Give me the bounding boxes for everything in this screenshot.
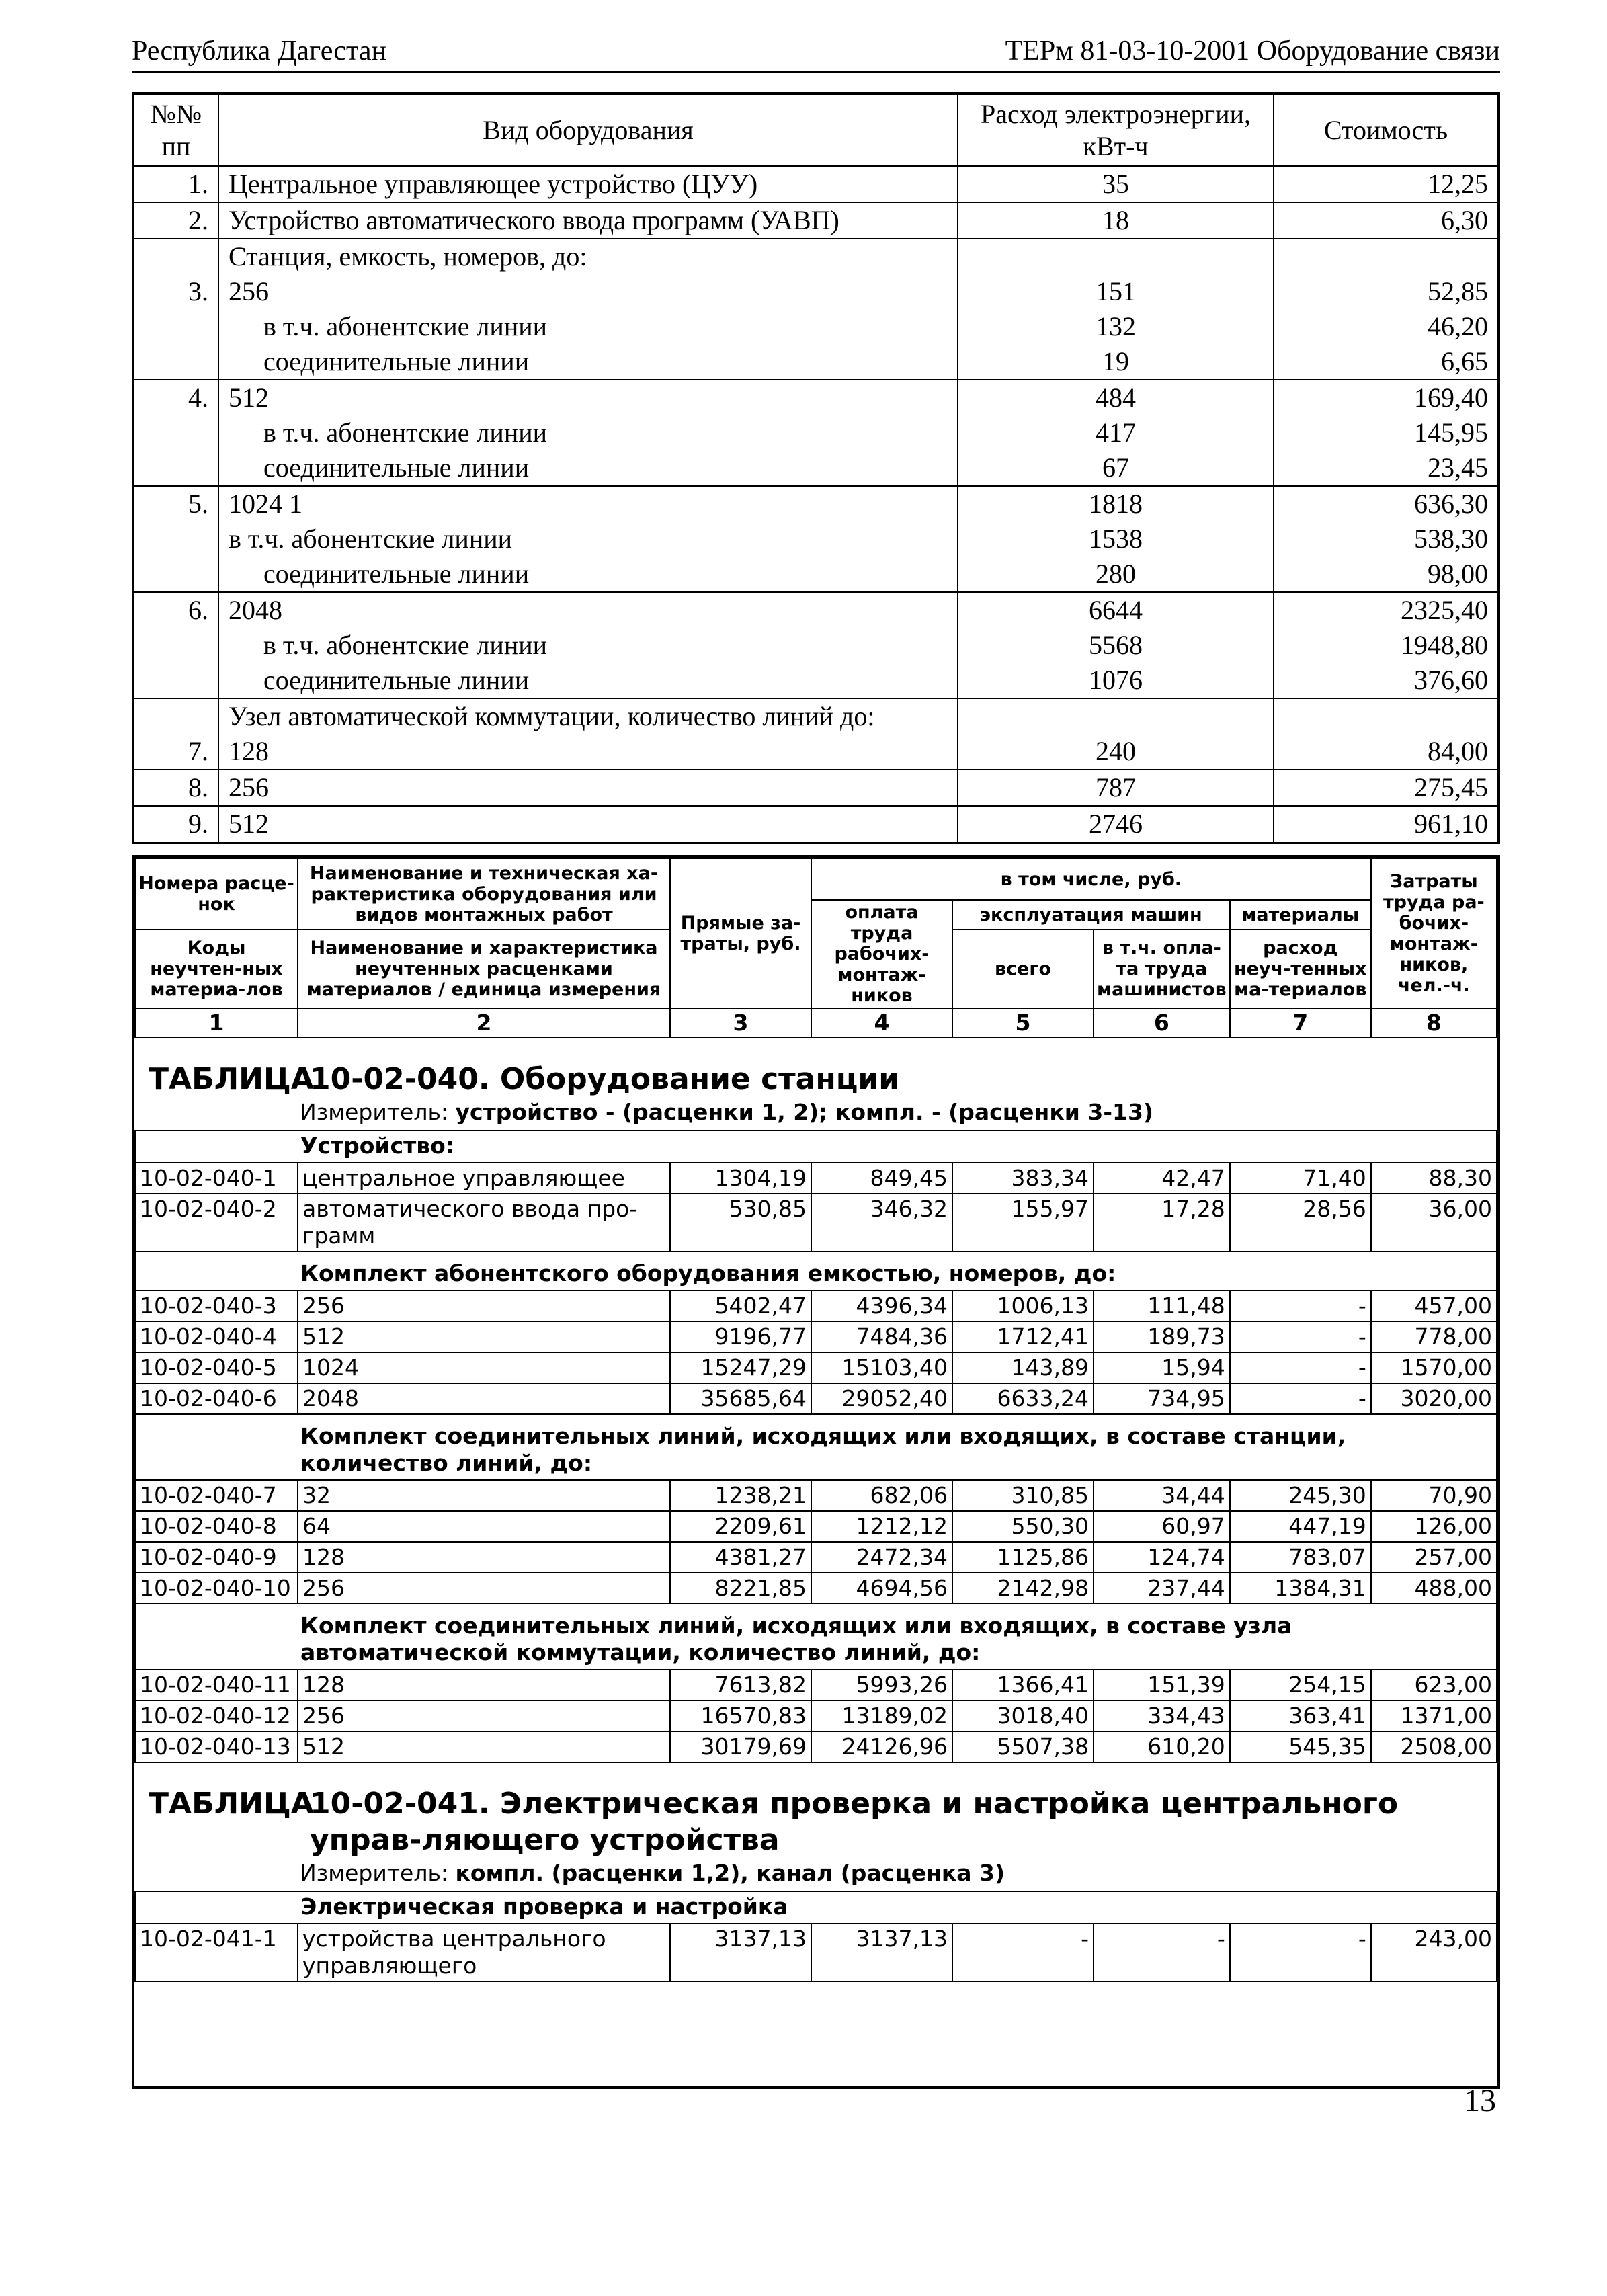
power-consumption-table [132, 92, 1500, 844]
operator-pay: 237,44 [1094, 1573, 1230, 1604]
row-power [958, 698, 1274, 770]
table-row [135, 1511, 1497, 1542]
row-number-text: 6. [188, 595, 208, 625]
row-cost [1274, 486, 1499, 592]
materials: - [1230, 1352, 1371, 1383]
header-material-codes: Коды неучтен-ных материа-лов [135, 930, 298, 1008]
direct-costs: 5402,47 [670, 1290, 811, 1321]
labor-hours: 257,00 [1371, 1542, 1497, 1573]
column-number: 3 [670, 1008, 811, 1038]
header-region: Республика Дагестан [132, 36, 387, 67]
labor-hours: 623,00 [1371, 1670, 1497, 1700]
materials: 545,35 [1230, 1731, 1371, 1762]
header-cost: Стоимость [1274, 93, 1499, 166]
header-num-line2: пп [161, 130, 191, 161]
row-cost [1274, 698, 1499, 770]
measure-label: Измеритель: [300, 1860, 449, 1886]
cost-subscriber: 538,30 [1414, 524, 1488, 554]
workers-pay: 4694,56 [811, 1573, 952, 1604]
rates-table-frame [132, 855, 1500, 2089]
power-subscriber: 132 [1096, 311, 1136, 341]
labor-hours: 2508,00 [1371, 1731, 1497, 1762]
table-row [133, 380, 1499, 486]
row-name [218, 239, 958, 380]
row-number-text: 7. [188, 736, 208, 766]
labor-hours: 1371,00 [1371, 1700, 1497, 1731]
table-row [133, 166, 1499, 202]
header-including: в том числе, руб. [811, 858, 1371, 900]
table-row [133, 486, 1499, 592]
direct-costs: 1238,21 [670, 1480, 811, 1511]
table1-header-row [133, 93, 1499, 166]
labor-hours: 457,00 [1371, 1290, 1497, 1321]
header-material-name: Наименование и характеристика неучтенных расценками материалов / единица измерения [298, 930, 670, 1008]
power-trunk: 67 [1102, 452, 1129, 483]
labor-hours: 488,00 [1371, 1573, 1497, 1604]
table-label: ТАБЛИЦА [149, 1062, 314, 1096]
cost-trunk: 23,45 [1428, 452, 1488, 483]
subscriber-lines: в т.ч. абонентские линии [263, 311, 548, 341]
spacer [1284, 239, 1488, 274]
row-cost [1274, 380, 1499, 486]
page-number: 13 [1464, 2083, 1496, 2119]
rate-code: 10-02-040-2 [135, 1194, 298, 1252]
operator-pay: 151,39 [1094, 1670, 1230, 1700]
power-trunk: 19 [1102, 346, 1129, 376]
materials: - [1230, 1321, 1371, 1352]
table-row [133, 806, 1499, 843]
header-operator-pay: в т.ч. опла-та труда машинистов [1094, 930, 1230, 1008]
header-labor-hours: Затраты труда ра-бочих-монтаж-ников, чел.-ч. [1371, 858, 1497, 1008]
workers-pay: 2472,34 [811, 1542, 952, 1573]
row-power: 787 [958, 770, 1274, 806]
machine-total: 1125,86 [952, 1542, 1094, 1573]
workers-pay: 29052,40 [811, 1383, 952, 1414]
table-row [135, 1670, 1497, 1700]
spacer [968, 699, 1264, 734]
rate-code: 10-02-040-4 [135, 1321, 298, 1352]
row-number-text: 3. [188, 276, 208, 306]
table-row [135, 1352, 1497, 1383]
rate-name: 128 [298, 1542, 670, 1573]
table-row [135, 1700, 1497, 1731]
machine-total: 1712,41 [952, 1321, 1094, 1352]
operator-pay: 17,28 [1094, 1194, 1230, 1252]
table-row [135, 1383, 1497, 1414]
labor-hours: 70,90 [1371, 1480, 1497, 1511]
machine-total: 1366,41 [952, 1670, 1094, 1700]
power-trunk: 280 [1096, 559, 1136, 589]
machine-total: 6633,24 [952, 1383, 1094, 1414]
operator-pay: 111,48 [1094, 1290, 1230, 1321]
section-node-lines: Комплект соединительных линий, исходящих или входящих, в составе узла автоматической коммутации, количество линий, до: [135, 1604, 1497, 1670]
rate-name: автоматического ввода про-грамм [298, 1194, 670, 1252]
materials: 1384,31 [1230, 1573, 1371, 1604]
rate-code: 10-02-040-10 [135, 1573, 298, 1604]
power-total: 151 [1096, 276, 1136, 306]
rate-code: 10-02-040-13 [135, 1731, 298, 1762]
rates-table [134, 858, 1497, 1982]
spacer [144, 699, 208, 734]
cost-total: 52,85 [1428, 276, 1488, 306]
table-row [135, 1163, 1497, 1194]
materials: - [1230, 1924, 1371, 1981]
operator-pay: 15,94 [1094, 1352, 1230, 1383]
header-equipment-type: Вид оборудования [218, 93, 958, 166]
table-040-title [135, 1038, 1497, 1098]
rate-code: 10-02-040-5 [135, 1352, 298, 1383]
row-cost [1274, 592, 1499, 698]
cost-trunk: 98,00 [1428, 559, 1488, 589]
row-cost [1274, 239, 1499, 380]
node-heading: Узел автоматической коммутации, количество линий до: [229, 701, 875, 731]
cost-subscriber: 1948,80 [1401, 630, 1488, 660]
row-number: 1. [133, 166, 218, 202]
table-row [135, 1573, 1497, 1604]
table-041-title [135, 1762, 1497, 1858]
rate-code: 10-02-040-11 [135, 1670, 298, 1700]
table-row [133, 202, 1499, 239]
power-total: 484 [1096, 382, 1136, 413]
operator-pay: 610,20 [1094, 1731, 1230, 1762]
power-subscriber: 5568 [1089, 630, 1143, 660]
section-row [135, 1252, 1497, 1290]
subscriber-lines: в т.ч. абонентские линии [263, 630, 548, 660]
row-power: 18 [958, 202, 1274, 239]
column-number: 4 [811, 1008, 952, 1038]
column-number: 8 [1371, 1008, 1497, 1038]
machine-total: 3018,40 [952, 1700, 1094, 1731]
capacity: 1024 1 [229, 489, 302, 519]
table-title: 10-02-041. Электрическая проверка и настройка центрального управ-ляющего устройства [310, 1787, 1399, 1857]
cost-trunk: 376,60 [1414, 665, 1488, 695]
direct-costs: 3137,13 [670, 1924, 811, 1981]
header-power-consumption [958, 93, 1274, 166]
machine-total: 143,89 [952, 1352, 1094, 1383]
cost-total: 84,00 [1428, 736, 1488, 766]
rate-code: 10-02-040-7 [135, 1480, 298, 1511]
column-number: 1 [135, 1008, 298, 1038]
table-row [135, 1480, 1497, 1511]
operator-pay: 34,44 [1094, 1480, 1230, 1511]
table-040-measure-row [135, 1098, 1497, 1131]
row-name: 512 [218, 806, 958, 843]
cost-trunk: 6,65 [1441, 346, 1488, 376]
rate-code: 10-02-040-6 [135, 1383, 298, 1414]
labor-hours: 36,00 [1371, 1194, 1497, 1252]
workers-pay: 15103,40 [811, 1352, 952, 1383]
row-name [218, 486, 958, 592]
direct-costs: 35685,64 [670, 1383, 811, 1414]
row-number-text: 5. [188, 489, 208, 519]
cost-total: 2325,40 [1401, 595, 1488, 625]
header-num [133, 93, 218, 166]
power-total: 1818 [1089, 489, 1143, 519]
row-power [958, 239, 1274, 380]
row-name [218, 592, 958, 698]
rate-name: 32 [298, 1480, 670, 1511]
row-number [133, 592, 218, 698]
direct-costs: 30179,69 [670, 1731, 811, 1762]
workers-pay: 849,45 [811, 1163, 952, 1194]
labor-hours: 88,30 [1371, 1163, 1497, 1194]
header-materials: материалы [1230, 900, 1371, 930]
row-name [218, 698, 958, 770]
table-row [135, 1731, 1497, 1762]
row-cost: 275,45 [1274, 770, 1499, 806]
header-power-line2: кВт-ч [1083, 130, 1149, 161]
header-material-consumption: расход неуч-тенных ма-териалов [1230, 930, 1371, 1008]
materials: 245,30 [1230, 1480, 1371, 1511]
column-number: 6 [1094, 1008, 1230, 1038]
header-machine-total: всего [952, 930, 1094, 1008]
row-cost: 12,25 [1274, 166, 1499, 202]
rate-code: 10-02-040-9 [135, 1542, 298, 1573]
workers-pay: 5993,26 [811, 1670, 952, 1700]
section-row [135, 1131, 1497, 1163]
cost-subscriber: 46,20 [1428, 311, 1488, 341]
workers-pay: 4396,34 [811, 1290, 952, 1321]
running-header [132, 35, 1500, 73]
operator-pay: 42,47 [1094, 1163, 1230, 1194]
header-document-code: ТЕРм 81-03-10-2001 Оборудование связи [1005, 36, 1500, 67]
column-number: 7 [1230, 1008, 1371, 1038]
table-row [135, 1924, 1497, 1981]
measure-value: компл. (расценки 1,2), канал (расценка 3) [455, 1860, 1005, 1886]
measure-label: Измеритель: [300, 1099, 449, 1125]
measure-value: устройство - (расценки 1, 2); компл. - (расценки 3-13) [455, 1099, 1154, 1125]
row-name [218, 380, 958, 486]
materials: 783,07 [1230, 1542, 1371, 1573]
cost-total: 636,30 [1414, 489, 1488, 519]
capacity: 256 [229, 276, 269, 306]
operator-pay: - [1094, 1924, 1230, 1981]
subscriber-lines: в т.ч. абонентские линии [229, 524, 513, 554]
rate-code: 10-02-040-8 [135, 1511, 298, 1542]
table-row [135, 1542, 1497, 1573]
spacer [144, 309, 208, 344]
machine-total: - [952, 1924, 1094, 1981]
table-row [135, 1194, 1497, 1252]
materials: 254,15 [1230, 1670, 1371, 1700]
materials: 363,41 [1230, 1700, 1371, 1731]
rate-name: 256 [298, 1700, 670, 1731]
row-number [133, 486, 218, 592]
trunk-lines: соединительные линии [263, 452, 530, 483]
rate-name: 512 [298, 1321, 670, 1352]
header-rate-numbers: Номера расце-нок [135, 858, 298, 930]
row-name: 256 [218, 770, 958, 806]
labor-hours: 1570,00 [1371, 1352, 1497, 1383]
rate-name: устройства центрального управляющего [298, 1924, 670, 1981]
spacer [968, 239, 1264, 274]
station-heading: Станция, емкость, номеров, до: [229, 241, 587, 272]
header-workers-pay: оплата труда рабочих-монтаж-ников [811, 900, 952, 1008]
labor-hours: 126,00 [1371, 1511, 1497, 1542]
table-row [133, 698, 1499, 770]
capacity: 2048 [229, 595, 282, 625]
row-number: 8. [133, 770, 218, 806]
section-device: Устройство: [135, 1131, 1497, 1163]
trunk-lines: соединительные линии [263, 346, 530, 376]
materials: 447,19 [1230, 1511, 1371, 1542]
workers-pay: 1212,12 [811, 1511, 952, 1542]
section-subscriber-kit: Комплект абонентского оборудования емкостью, номеров, до: [135, 1252, 1497, 1290]
machine-total: 310,85 [952, 1480, 1094, 1511]
table-row [133, 770, 1499, 806]
machine-total: 1006,13 [952, 1290, 1094, 1321]
labor-hours: 243,00 [1371, 1924, 1497, 1981]
rate-name: 256 [298, 1290, 670, 1321]
capacity: 512 [229, 382, 269, 413]
column-number: 5 [952, 1008, 1094, 1038]
header-machine-operation: эксплуатация машин [952, 900, 1230, 930]
power-total: 240 [1096, 736, 1136, 766]
table-title: 10-02-040. Оборудование станции [310, 1062, 900, 1096]
table-041-measure-row [135, 1858, 1497, 1891]
table-label: ТАБЛИЦА [149, 1787, 314, 1821]
row-name: Центральное управляющее устройство (ЦУУ) [218, 166, 958, 202]
machine-total: 5507,38 [952, 1731, 1094, 1762]
rate-name: 64 [298, 1511, 670, 1542]
row-number: 9. [133, 806, 218, 843]
rate-name: центральное управляющее [298, 1163, 670, 1194]
labor-hours: 778,00 [1371, 1321, 1497, 1352]
row-power [958, 486, 1274, 592]
table-041-measure [135, 1858, 1497, 1891]
workers-pay: 24126,96 [811, 1731, 952, 1762]
table-040-title-row [135, 1038, 1497, 1098]
machine-total: 155,97 [952, 1194, 1094, 1252]
row-name: Устройство автоматического ввода программ (УАВП) [218, 202, 958, 239]
direct-costs: 15247,29 [670, 1352, 811, 1383]
operator-pay: 734,95 [1094, 1383, 1230, 1414]
machine-total: 550,30 [952, 1511, 1094, 1542]
spacer [144, 344, 208, 379]
operator-pay: 189,73 [1094, 1321, 1230, 1352]
table-row [133, 239, 1499, 380]
rate-name: 256 [298, 1573, 670, 1604]
row-number [133, 698, 218, 770]
power-trunk: 1076 [1089, 665, 1143, 695]
row-number-text: 4. [188, 382, 208, 413]
machine-total: 383,34 [952, 1163, 1094, 1194]
direct-costs: 9196,77 [670, 1321, 811, 1352]
machine-total: 2142,98 [952, 1573, 1094, 1604]
line-count: 128 [229, 736, 269, 766]
row-power: 35 [958, 166, 1274, 202]
workers-pay: 13189,02 [811, 1700, 952, 1731]
column-number-row [135, 1008, 1497, 1038]
table-row [135, 1321, 1497, 1352]
direct-costs: 4381,27 [670, 1542, 811, 1573]
table-040-measure [135, 1098, 1497, 1131]
table-row [133, 592, 1499, 698]
row-number [133, 239, 218, 380]
trunk-lines: соединительные линии [263, 665, 530, 695]
direct-costs: 7613,82 [670, 1670, 811, 1700]
direct-costs: 530,85 [670, 1194, 811, 1252]
table-041-title-row [135, 1762, 1497, 1858]
row-power [958, 592, 1274, 698]
rate-code: 10-02-040-3 [135, 1290, 298, 1321]
materials: 71,40 [1230, 1163, 1371, 1194]
spacer [144, 239, 208, 274]
section-row [135, 1891, 1497, 1924]
workers-pay: 346,32 [811, 1194, 952, 1252]
workers-pay: 3137,13 [811, 1924, 952, 1981]
rate-code: 10-02-040-12 [135, 1700, 298, 1731]
operator-pay: 334,43 [1094, 1700, 1230, 1731]
power-total: 6644 [1089, 595, 1143, 625]
rate-code: 10-02-041-1 [135, 1924, 298, 1981]
header-power-line1: Расход электроэнергии, [981, 98, 1251, 129]
spacer [1284, 699, 1488, 734]
header-num-line1: №№ [150, 98, 202, 129]
direct-costs: 2209,61 [670, 1511, 811, 1542]
column-number: 2 [298, 1008, 670, 1038]
cost-total: 169,40 [1414, 382, 1488, 413]
workers-pay: 7484,36 [811, 1321, 952, 1352]
rate-code: 10-02-040-1 [135, 1163, 298, 1194]
row-cost: 6,30 [1274, 202, 1499, 239]
table-row [135, 1290, 1497, 1321]
section-row [135, 1604, 1497, 1670]
trunk-lines: соединительные линии [263, 559, 530, 589]
power-subscriber: 1538 [1089, 524, 1143, 554]
direct-costs: 8221,85 [670, 1573, 811, 1604]
row-cost: 961,10 [1274, 806, 1499, 843]
operator-pay: 124,74 [1094, 1542, 1230, 1573]
row-number: 2. [133, 202, 218, 239]
subscriber-lines: в т.ч. абонентские линии [263, 417, 548, 448]
rate-name: 128 [298, 1670, 670, 1700]
row-number [133, 380, 218, 486]
direct-costs: 1304,19 [670, 1163, 811, 1194]
rate-name: 1024 [298, 1352, 670, 1383]
power-subscriber: 417 [1096, 417, 1136, 448]
rate-name: 2048 [298, 1383, 670, 1414]
labor-hours: 3020,00 [1371, 1383, 1497, 1414]
header-direct-costs: Прямые за-траты, руб. [670, 858, 811, 1008]
workers-pay: 682,06 [811, 1480, 952, 1511]
direct-costs: 16570,83 [670, 1700, 811, 1731]
materials: 28,56 [1230, 1194, 1371, 1252]
materials: - [1230, 1383, 1371, 1414]
section-row [135, 1414, 1497, 1480]
section-station-lines: Комплект соединительных линий, исходящих или входящих, в составе станции, количество линий, до: [135, 1414, 1497, 1480]
row-power [958, 380, 1274, 486]
header-equipment-name: Наименование и техническая ха-рактеристика оборудования или видов монтажных работ [298, 858, 670, 930]
operator-pay: 60,97 [1094, 1511, 1230, 1542]
section-check-setup: Электрическая проверка и настройка [135, 1891, 1497, 1924]
rates-header-row-1 [135, 858, 1497, 900]
cost-subscriber: 145,95 [1414, 417, 1488, 448]
rate-name: 512 [298, 1731, 670, 1762]
materials: - [1230, 1290, 1371, 1321]
row-power: 2746 [958, 806, 1274, 843]
